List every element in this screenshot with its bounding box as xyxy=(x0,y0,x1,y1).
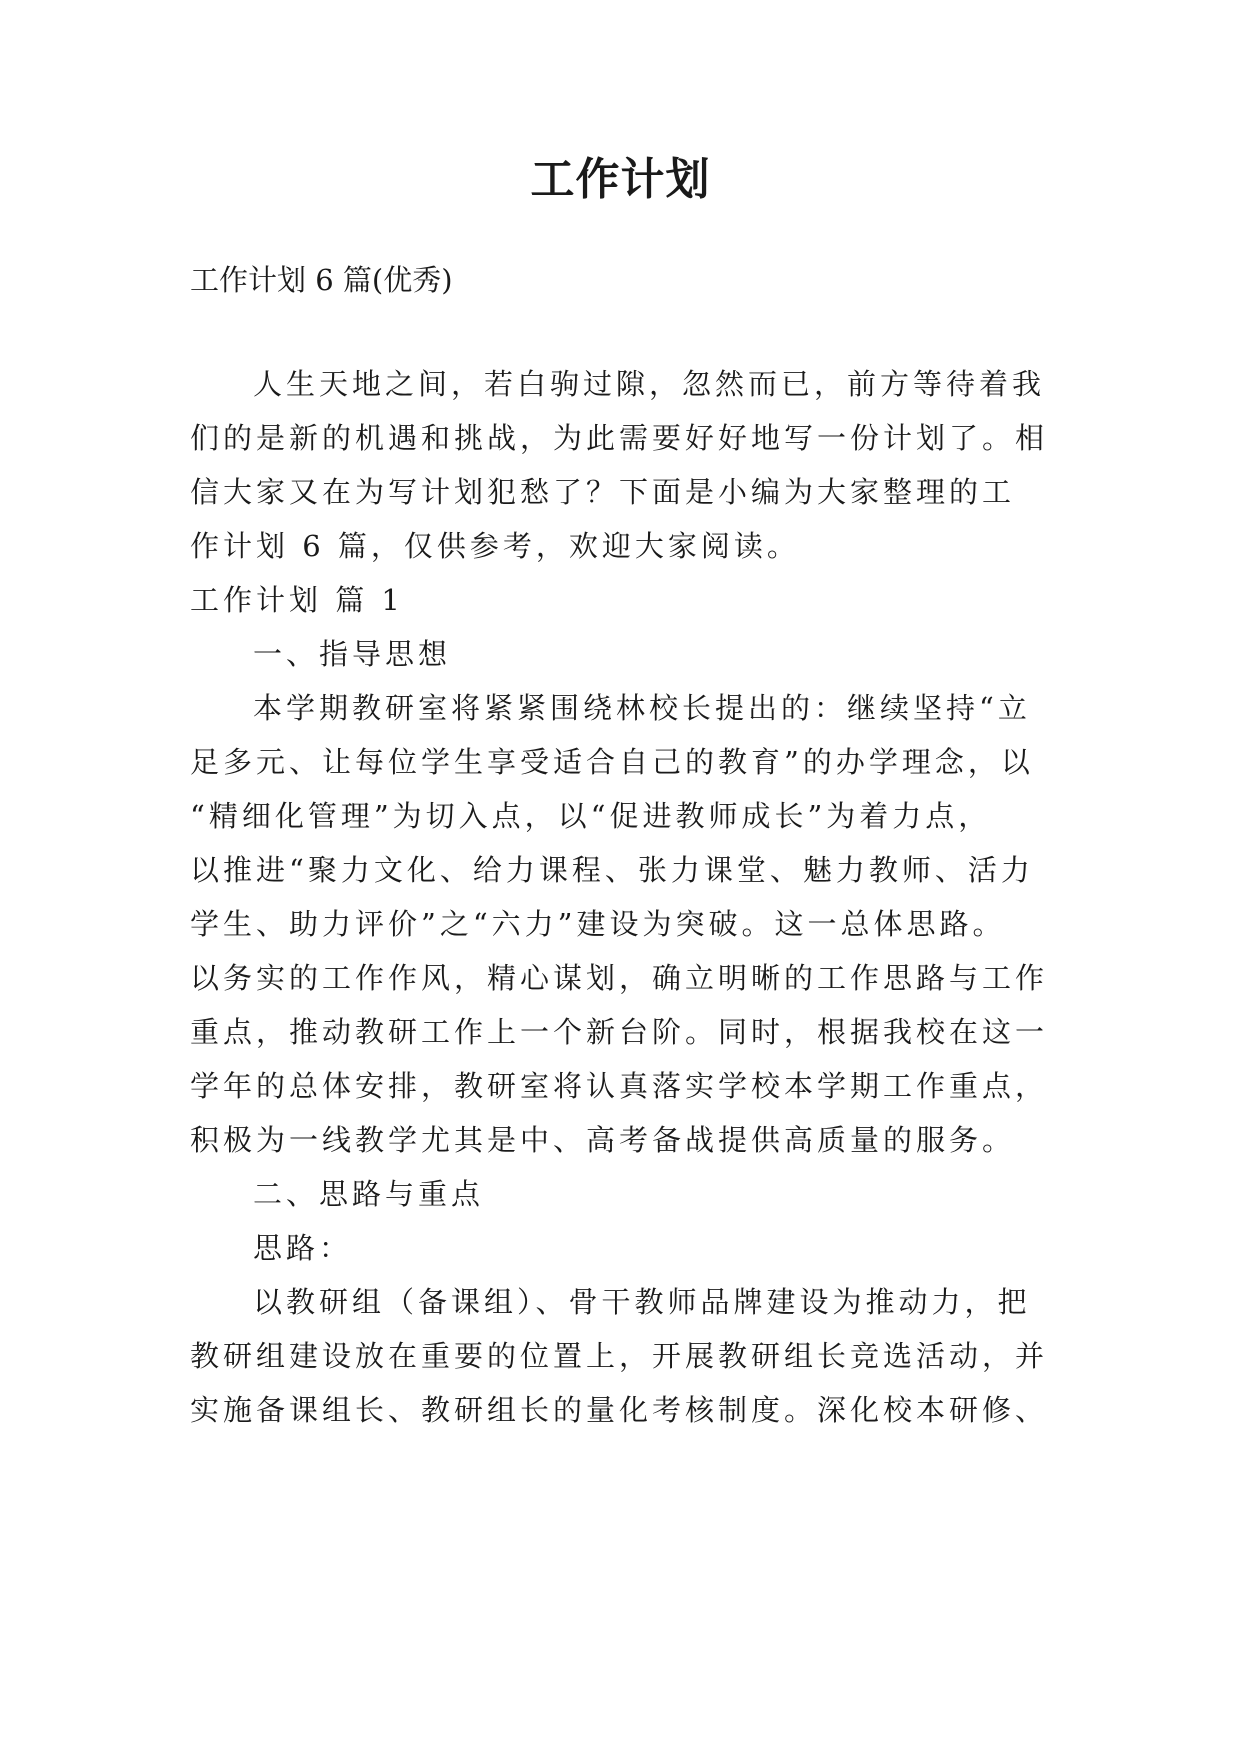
paragraph-line: “精细化管理”为切入点，以“促进教师成长”为着力点， xyxy=(190,799,992,833)
paragraph-line: 重点，推动教研工作上一个新台阶。同时，根据我校在这一 xyxy=(190,1015,1049,1049)
paragraph-line: 以推进“聚力文化、给力课程、张力课堂、魅力教师、活力 xyxy=(190,853,1034,887)
paragraph-line: 实施备课组长、教研组长的量化考核制度。深化校本研修、 xyxy=(190,1393,1049,1427)
paragraph-line: 以教研组（备课组）、骨干教师品牌建设为推动力，把 xyxy=(253,1285,1031,1319)
paragraph-line: 们的是新的机遇和挑战，为此需要好好地写一份计划了。相 xyxy=(190,421,1049,455)
paragraph-line: 足多元、让每位学生享受适合自己的教育”的办学理念，以 xyxy=(190,745,1034,779)
section-heading: 工作计划 篇 1 xyxy=(190,583,404,617)
paragraph-line: 思路： xyxy=(253,1231,353,1265)
document-subtitle: 工作计划 6 篇(优秀) xyxy=(190,263,453,297)
paragraph-line: 学年的总体安排，教研室将认真落实学校本学期工作重点， xyxy=(190,1069,1049,1103)
paragraph-line: 作计划 6 篇，仅供参考，欢迎大家阅读。 xyxy=(190,529,800,563)
section-subheading: 二、思路与重点 xyxy=(253,1177,485,1211)
paragraph-line: 本学期教研室将紧紧围绕林校长提出的：继续坚持“立 xyxy=(253,691,1031,725)
section-subheading: 一、指导思想 xyxy=(253,637,452,671)
paragraph-line: 教研组建设放在重要的位置上，开展教研组长竞选活动，并 xyxy=(190,1339,1049,1373)
paragraph-line: 学生、助力评价”之“六力”建设为突破。这一总体思路。 xyxy=(190,907,1006,941)
paragraph-line: 以务实的工作作风，精心谋划，确立明晰的工作思路与工作 xyxy=(190,961,1049,995)
paragraph-line: 积极为一线教学尤其是中、高考备战提供高质量的服务。 xyxy=(190,1123,1016,1157)
paragraph-line: 信大家又在为写计划犯愁了？下面是小编为大家整理的工 xyxy=(190,475,1016,509)
paragraph-line: 人生天地之间，若白驹过隙，忽然而已，前方等待着我 xyxy=(253,367,1046,401)
document-title: 工作计划 xyxy=(530,154,711,205)
